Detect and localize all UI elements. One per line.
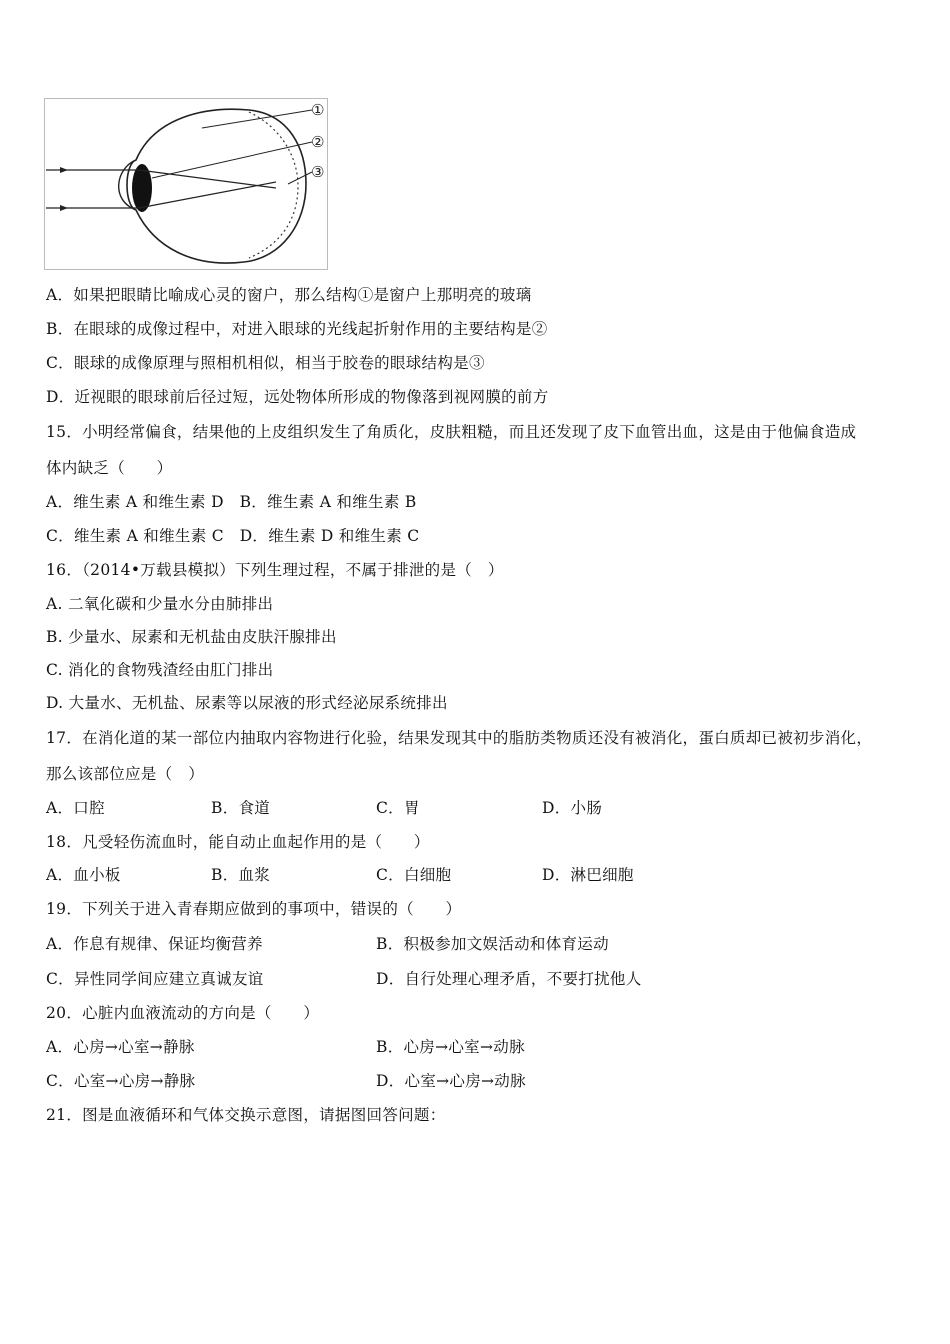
- q16-stem: 16．（2014•万载县模拟）下列生理过程，不属于排泄的是（ ）: [46, 561, 504, 579]
- q19-option-b: B．积极参加文娱活动和体育运动: [376, 935, 609, 953]
- q17-option-b: B．食道: [211, 799, 271, 817]
- q20-option-d: D．心室→心房→动脉: [376, 1072, 526, 1090]
- q16-option-a: A. 二氧化碳和少量水分由肺排出: [46, 595, 274, 613]
- q20-option-c: C．心室→心房→静脉: [46, 1072, 196, 1090]
- q18-option-b: B．血浆: [211, 866, 271, 884]
- q14-option-b: B．在眼球的成像过程中，对进入眼球的光线起折射作用的主要结构是②: [46, 320, 548, 338]
- eye-diagram: [44, 98, 328, 270]
- q14-option-c: C．眼球的成像原理与照相机相似，相当于胶卷的眼球结构是③: [46, 354, 485, 372]
- q19-option-c: C．异性同学间应建立真诚友谊: [46, 970, 264, 988]
- q20-option-a: A．心房→心室→静脉: [46, 1038, 195, 1056]
- q15-stem-line1: 15．小明经常偏食，结果他的上皮组织发生了角质化，皮肤粗糙，而且还发现了皮下血管出血，这是由于他偏食造成: [46, 423, 857, 441]
- q14-option-a: A．如果把眼睛比喻成心灵的窗户，那么结构①是窗户上那明亮的玻璃: [46, 286, 532, 304]
- q14-option-d: D．近视眼的眼球前后径过短，远处物体所形成的物像落到视网膜的前方: [46, 388, 549, 406]
- q16-option-c: C. 消化的食物残渣经由肛门排出: [46, 661, 274, 679]
- q15-options-row1: A．维生素 A 和维生素 D B．维生素 A 和维生素 B: [46, 493, 417, 511]
- q16-option-d: D. 大量水、无机盐、尿素等以尿液的形式经泌尿系统排出: [46, 694, 448, 712]
- q17-stem-line2: 那么该部位应是（ ）: [46, 765, 205, 783]
- q21-stem: 21．图是血液循环和气体交换示意图，请据图回答问题：: [46, 1106, 446, 1124]
- q18-option-d: D．淋巴细胞: [542, 866, 634, 884]
- q19-stem: 19．下列关于进入青春期应做到的事项中，错误的（ ）: [46, 900, 462, 918]
- q16-option-b: B. 少量水、尿素和无机盐由皮肤汗腺排出: [46, 628, 337, 646]
- q18-option-c: C．白细胞: [376, 866, 452, 884]
- q15-options-row2: C．维生素 A 和维生素 C D．维生素 D 和维生素 C: [46, 527, 420, 545]
- q20-option-b: B．心房→心室→动脉: [376, 1038, 525, 1056]
- eye-label-3: ③: [311, 163, 325, 181]
- q15-stem-line2: 体内缺乏（ ）: [46, 459, 173, 477]
- q17-stem-line1: 17．在消化道的某一部位内抽取内容物进行化验，结果发现其中的脂肪类物质还没有被消化，蛋白质却已被初步消化，: [46, 729, 873, 747]
- q19-option-a: A．作息有规律、保证均衡营养: [46, 935, 263, 953]
- eye-label-1: ①: [311, 101, 325, 119]
- q17-option-d: D．小肠: [542, 799, 603, 817]
- q20-stem: 20．心脏内血液流动的方向是（ ）: [46, 1004, 320, 1022]
- eye-label-2: ②: [311, 133, 325, 151]
- q18-option-a: A．血小板: [46, 866, 121, 884]
- q18-stem: 18．凡受轻伤流血时，能自动止血起作用的是（ ）: [46, 833, 430, 851]
- q17-option-a: A．口腔: [46, 799, 105, 817]
- q17-option-c: C．胃: [376, 799, 420, 817]
- q19-option-d: D．自行处理心理矛盾，不要打扰他人: [376, 970, 642, 988]
